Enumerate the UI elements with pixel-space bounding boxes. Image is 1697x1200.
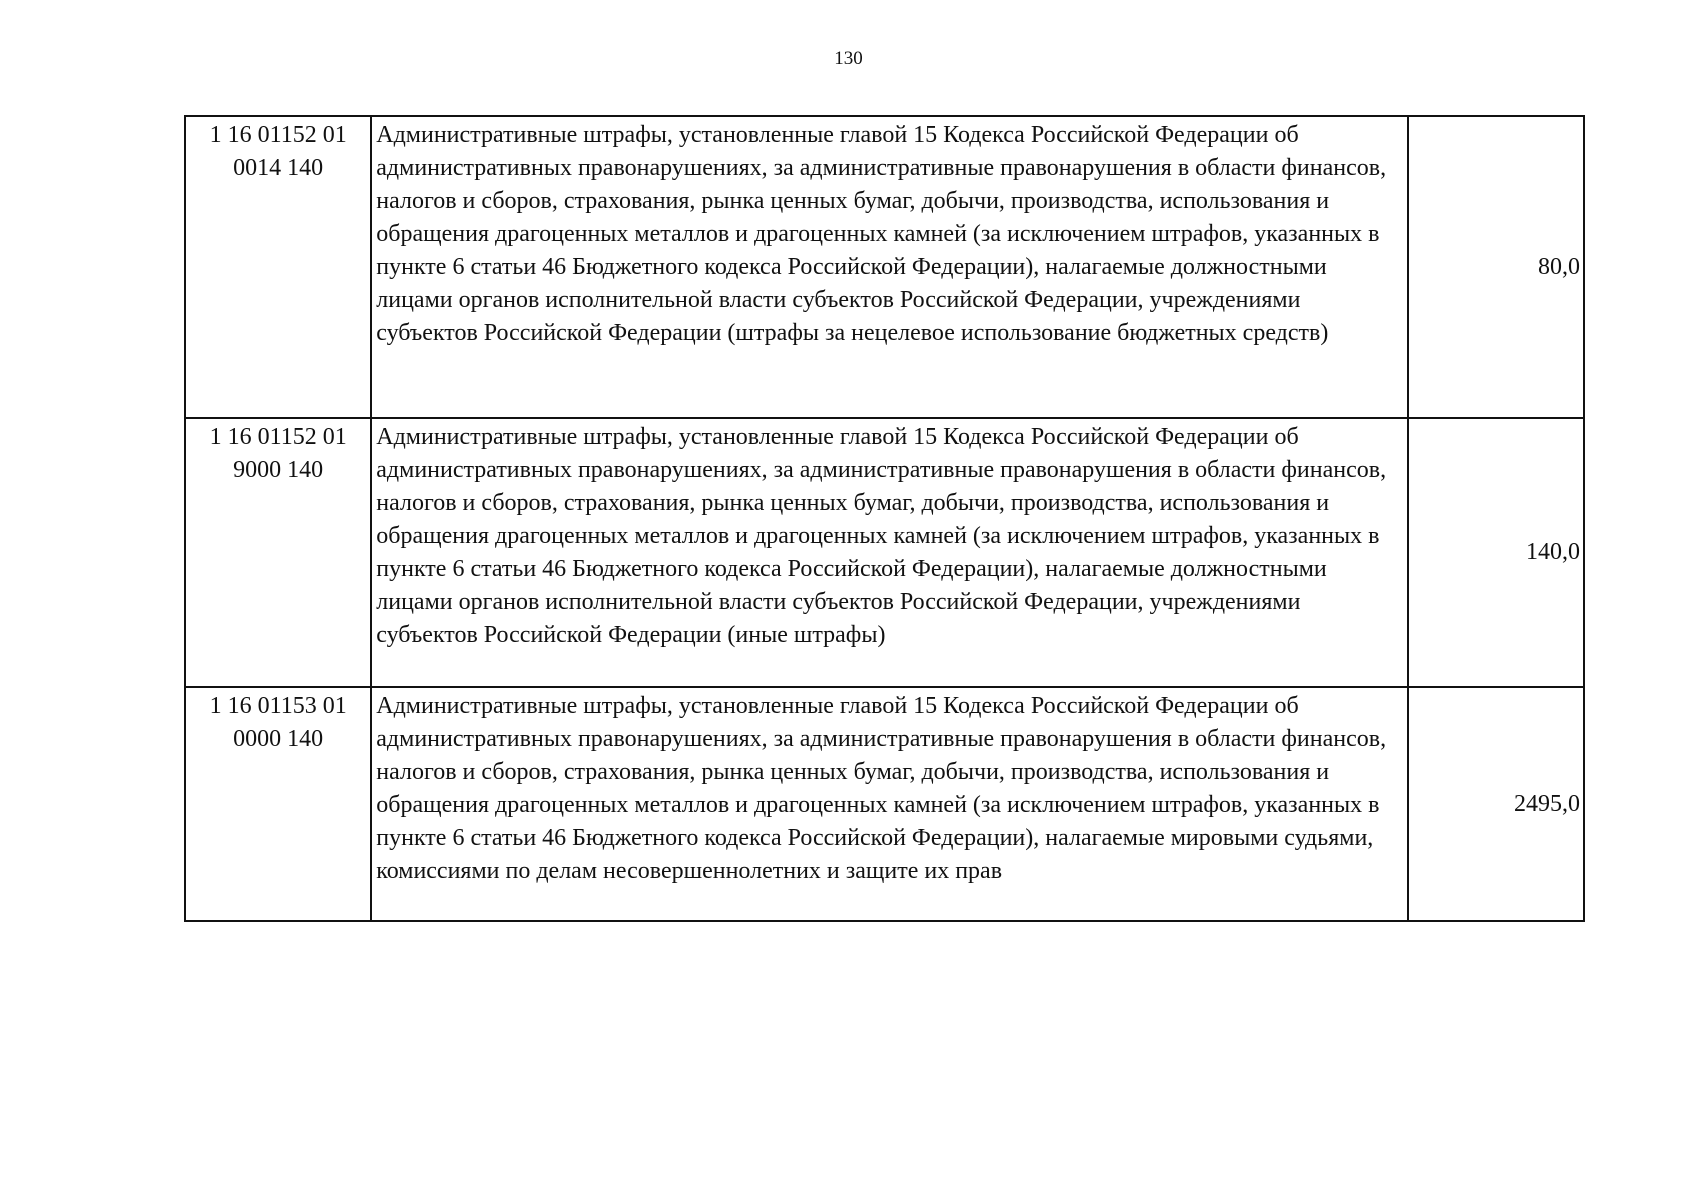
budget-table bbox=[184, 115, 1585, 922]
description-cell: Административные штрафы, установленные главой 15 Кодекса Российской Федерации об административных правонарушениях, за административные правонарушения в области финансов, налогов и сборов, страхования, рынка ценных бумаг, добычи, производства, использования и обращения драгоценных металлов и драгоценных камней (за исключением штрафов, указанных в пункте 6 статьи 46 Бюджетного кодекса Российской Федерации), налагаемые должностными лицами органов исполнительной власти субъектов Российской Федерации, учреждениями субъектов Российской Федерации (штрафы за нецелевое использование бюджетных средств) bbox=[371, 116, 1407, 418]
budget-code-cell bbox=[185, 418, 371, 687]
table-row bbox=[185, 418, 1584, 687]
description-cell: Административные штрафы, установленные главой 15 Кодекса Российской Федерации об административных правонарушениях, за административные правонарушения в области финансов, налогов и сборов, страхования, рынка ценных бумаг, добычи, производства, использования и обращения драгоценных металлов и драгоценных камней (за исключением штрафов, указанных в пункте 6 статьи 46 Бюджетного кодекса Российской Федерации), налагаемые должностными лицами органов исполнительной власти субъектов Российской Федерации, учреждениями субъектов Российской Федерации (иные штрафы) bbox=[371, 418, 1407, 687]
amount-cell: 2495,0 bbox=[1408, 687, 1584, 921]
table-row bbox=[185, 116, 1584, 418]
budget-code-line: 0014 140 bbox=[233, 155, 324, 181]
budget-code-cell bbox=[185, 687, 371, 921]
budget-code-line: 0000 140 bbox=[233, 726, 324, 752]
page-number: 130 bbox=[834, 48, 863, 69]
budget-code-line: 1 16 01152 01 bbox=[209, 122, 347, 148]
amount-cell: 80,0 bbox=[1408, 116, 1584, 418]
description-cell: Административные штрафы, установленные главой 15 Кодекса Российской Федерации об административных правонарушениях, за административные правонарушения в области финансов, налогов и сборов, страхования, рынка ценных бумаг, добычи, производства, использования и обращения драгоценных металлов и драгоценных камней (за исключением штрафов, указанных в пункте 6 статьи 46 Бюджетного кодекса Российской Федерации), налагаемые мировыми судьями, комиссиями по делам несовершеннолетних и защите их прав bbox=[371, 687, 1407, 921]
budget-code-line: 9000 140 bbox=[233, 457, 324, 483]
table-row bbox=[185, 687, 1584, 921]
amount-cell: 140,0 bbox=[1408, 418, 1584, 687]
budget-code-cell bbox=[185, 116, 371, 418]
budget-code-line: 1 16 01153 01 bbox=[209, 693, 347, 719]
budget-code-line: 1 16 01152 01 bbox=[209, 424, 347, 450]
